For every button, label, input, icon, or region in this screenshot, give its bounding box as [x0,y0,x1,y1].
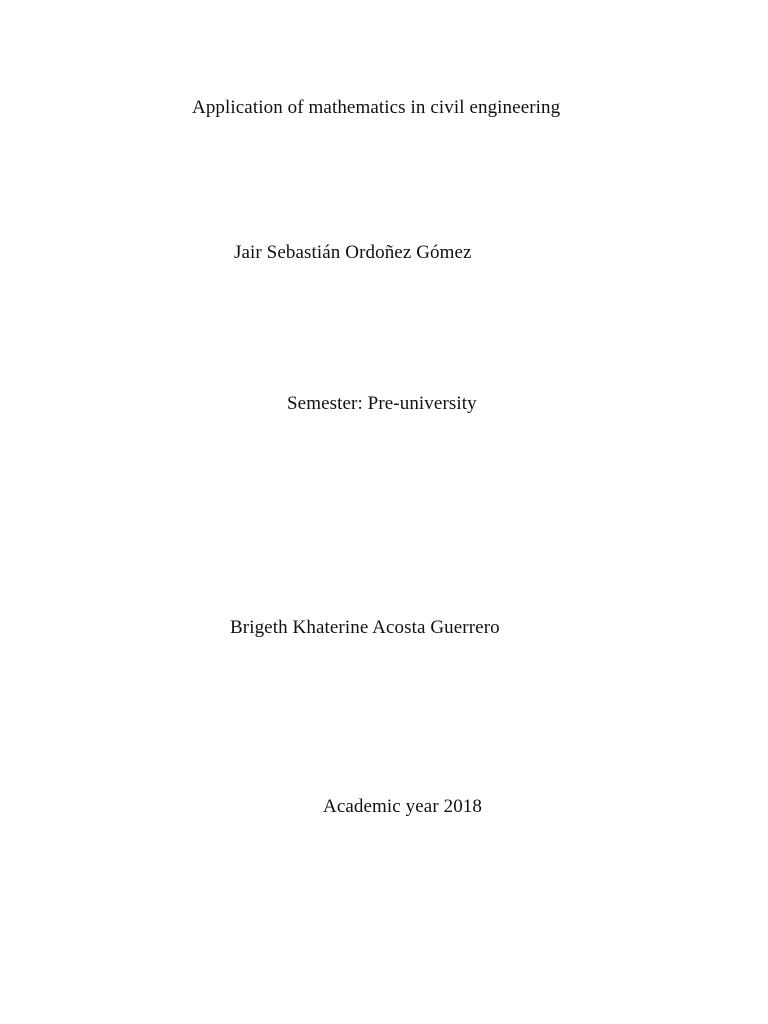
document-title: Application of mathematics in civil engineering [192,97,561,118]
advisor-name: Brigeth Khaterine Acosta Guerrero [230,617,500,638]
semester-line: Semester: Pre-university [287,393,477,414]
author-name: Jair Sebastián Ordoñez Gómez [234,242,472,263]
academic-year: Academic year 2018 [323,796,483,817]
